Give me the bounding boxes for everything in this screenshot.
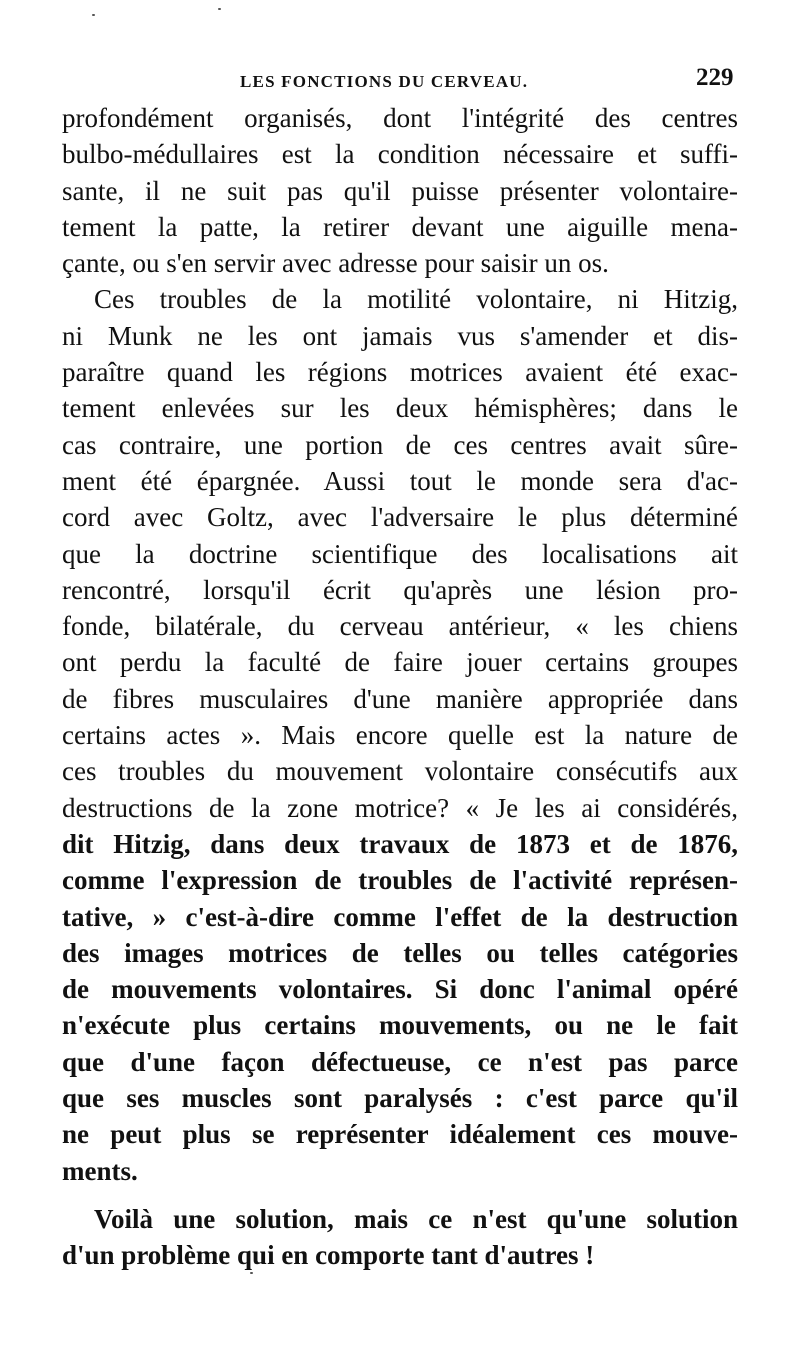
text-line: certains actes ». Mais encore quelle est la nature de <box>62 720 738 751</box>
paragraph-3 <box>62 1201 738 1274</box>
print-speck <box>218 8 221 10</box>
print-speck <box>92 14 95 16</box>
text-line: ments. <box>62 1155 138 1186</box>
text-line: tement la patte, la retirer devant une aiguille mena- <box>62 211 738 242</box>
text-line: destructions de la zone motrice? « Je les ai considérés, <box>62 792 738 823</box>
text-line: Ces troubles de la motilité volontaire, ni Hitzig, <box>94 284 738 315</box>
text-line: profondément organisés, dont l'intégrité des centres <box>62 103 738 133</box>
paragraph-2 <box>62 281 738 1188</box>
text-line: ces troubles du mouvement volontaire consécutifs aux <box>62 756 738 787</box>
body-text <box>62 100 738 1274</box>
text-line: n'exécute plus certains mouvements, ou ne le fait <box>62 1010 738 1041</box>
text-line: cord avec Goltz, avec l'adversaire le plus déterminé <box>62 502 738 533</box>
text-line: Voilà une solution, mais ce n'est qu'une solution <box>94 1203 738 1234</box>
text-line: de fibres musculaires d'une manière appropriée dans <box>62 683 738 714</box>
running-head: LES FONCTIONS DU CERVEAU. <box>240 72 529 91</box>
text-line: d'un problème qui en comporte tant d'autres ! <box>62 1240 595 1271</box>
text-line: tative, » c'est-à-dire comme l'effet de la destruction <box>62 901 738 932</box>
text-line: ne peut plus se représenter idéalement ces mouve- <box>62 1119 738 1150</box>
text-line: de mouvements volontaires. Si donc l'animal opéré <box>62 974 738 1005</box>
text-line: que ses muscles sont paralysés : c'est parce qu'il <box>62 1083 738 1114</box>
text-line: ni Munk ne les ont jamais vus s'amender et dis- <box>62 320 738 351</box>
page-number: 229 <box>696 64 734 91</box>
text-line: sante, il ne suit pas qu'il puisse présenter volontaire- <box>62 175 738 206</box>
text-line: cas contraire, une portion de ces centres avait sûre- <box>62 429 738 460</box>
text-line: paraître quand les régions motrices avaient été exac- <box>62 357 738 388</box>
text-line: çante, ou s'en servir avec adresse pour saisir un os. <box>62 248 609 279</box>
text-line: dit Hitzig, dans deux travaux de 1873 et de 1876, <box>62 828 738 859</box>
text-line: rencontré, lorsqu'il écrit qu'après une lésion pro- <box>62 574 738 605</box>
text-line: fonde, bilatérale, du cerveau antérieur, « les chiens <box>62 611 738 642</box>
text-line: comme l'expression de troubles de l'activité représen- <box>62 865 738 896</box>
text-line: ont perdu la faculté de faire jouer certains groupes <box>62 647 738 678</box>
paragraph-1 <box>62 100 738 281</box>
text-line: que d'une façon défectueuse, ce n'est pas parce <box>62 1046 738 1077</box>
text-line: bulbo-médullaires est la condition nécessaire et suffi- <box>62 139 738 170</box>
text-line: tement enlevées sur les deux hémisphères; dans le <box>62 393 738 424</box>
text-line: ment été épargnée. Aussi tout le monde sera d'ac- <box>62 465 738 496</box>
text-line: des images motrices de telles ou telles catégories <box>62 937 738 968</box>
paragraph-gap <box>62 1189 738 1201</box>
text-line: que la doctrine scientifique des localisations ait <box>62 538 738 569</box>
